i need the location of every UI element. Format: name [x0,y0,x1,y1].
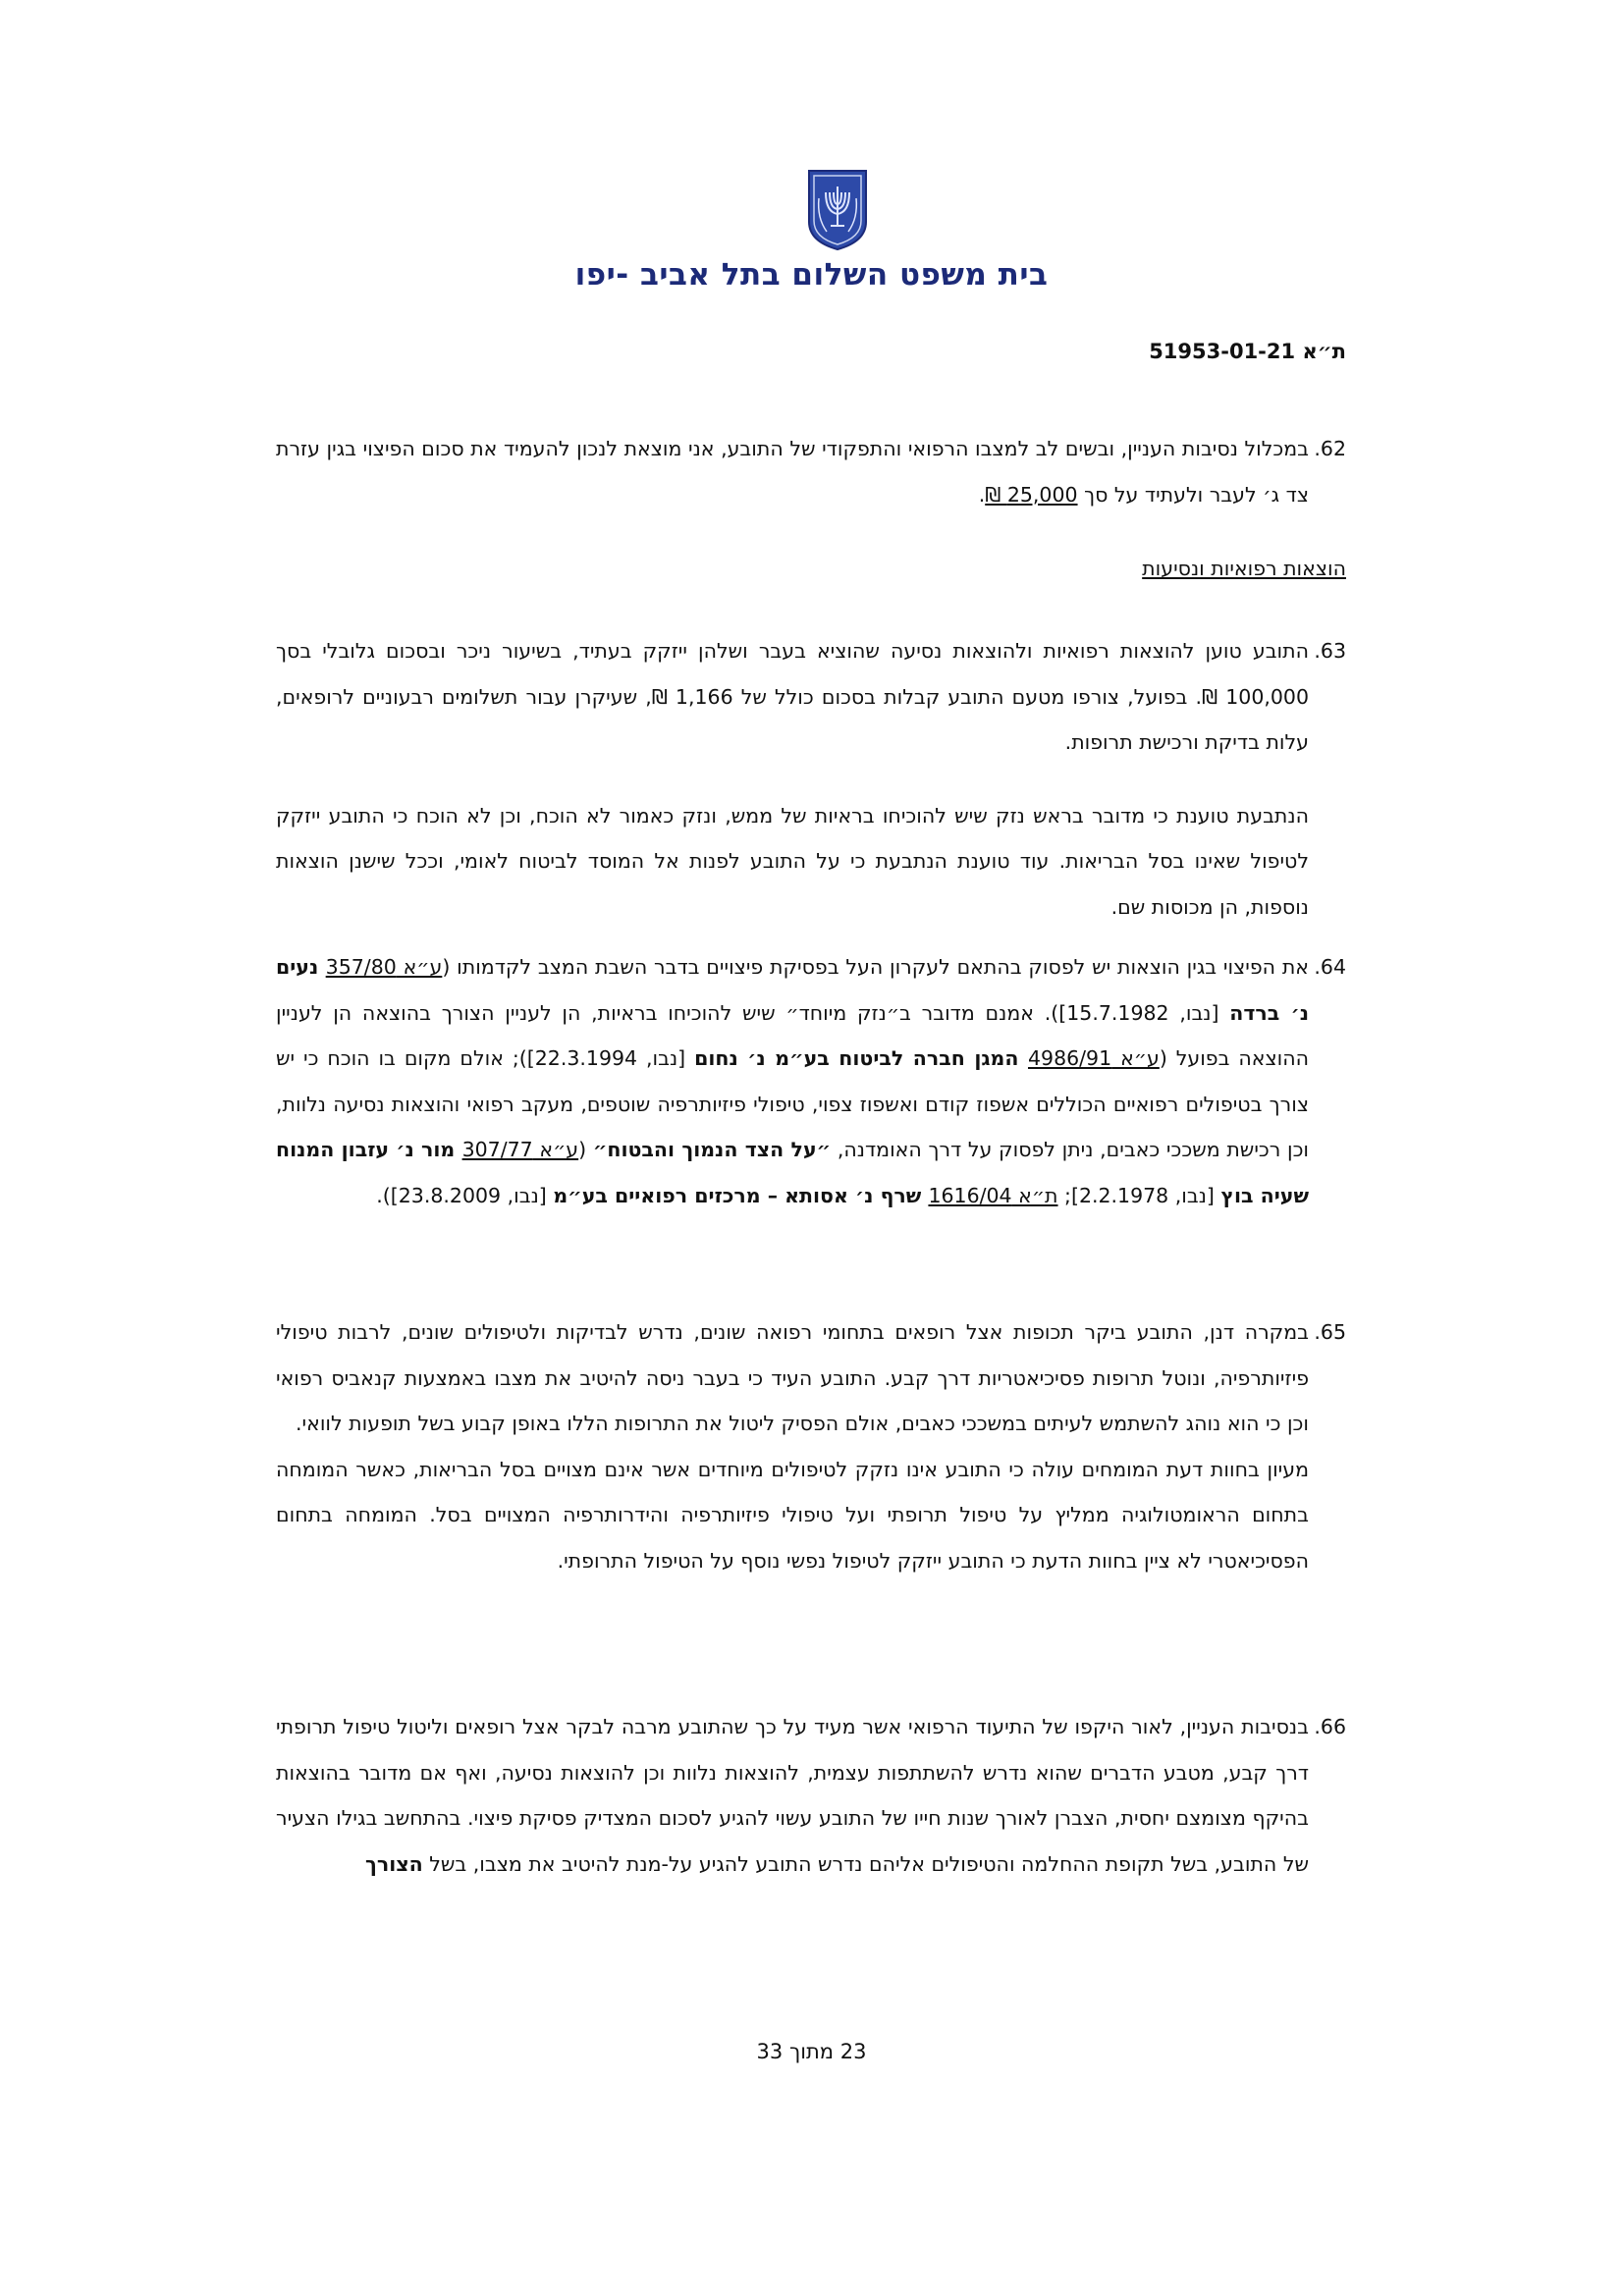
case-citation: ע״א 307/77 [461,1138,579,1161]
paragraph-text-continued: מעיון בחוות דעת המומחים עולה כי התובע אינו נזקק לטיפולים מיוחדים אשר אינם מצויים בסל הבריאות, כאשר המומחה בתחום הראומטולוגיה ממליץ על טיפול תרופתי ועל טיפולי פיזיותרפיה והידרותרפיה המצויים בסל. המומחה בתחום הפסיכיאטרי לא ציין בחוות הדעת כי התובע ייזקק לטיפול נפשי נוסף על הטיפול התרופתי. [276,1457,1309,1573]
page-number: 23 מתוך 33 [756,2040,867,2063]
paragraph-text [276,1704,1309,1887]
paragraph-66 [276,1704,1346,1887]
paragraph-text [276,944,1309,1218]
paragraph-65 [276,1309,1346,1583]
paragraph-number: 62. [1314,437,1346,460]
paragraph-63 [276,628,1346,930]
text-segment: בנסיבות העניין, לאור היקפו של התיעוד הרפואי אשר מעיד על כך שהתובע מרבה לבקר אצל רופאים וליטול טיפול תרופתי דרך קבע, מטבע הדברים שהוא נדרש להשתתפות עצמית, להוצאות נלוות וכן להוצאות נסיעה, ואף אם מדובר בהוצאות בהיקף מצומצם יחסית, הצברן לאורך שנות חייו של התובע עשוי להגיע לסכום המצדיק פסיקת פיצוי. בהתחשב בגילו הצעיר של התובע, בשל תקופת ההחלמה והטיפולים אליהם נדרש התובע להגיע על-מנת להיטיב את מצבו, בשל [276,1715,1309,1876]
case-citation: ת״א 1616/04 [928,1183,1058,1207]
case-name: מור נ׳ עזבון המנוח שעיה בוץ [276,1138,1309,1207]
text-segment: [נבו, 15.7.1982]). אמנם מדובר ב״נזק מיוחד״ שיש להוכיחו בראיות, הן לעניין הצורך בהוצאה הן לעניין ההוצאה בפועל ( [276,1000,1309,1070]
paragraph-text [276,426,1309,517]
paragraph-number: 64. [1314,955,1346,979]
paragraph-text: במקרה דנן, התובע ביקר תכופות אצל רופאים בתחומי רפואה שונים, נדרש לבדיקות ולטיפולים שונים, לרבות טיפולי פיזיותרפיה, ונוטל תרופות פסיכיאטריות דרך קבע. התובע העיד כי בעבר ניסה להיטיב את מצבו באמצעות קנאביס רפואי וכן כי הוא נוהג להשתמש לעיתים במשככי כאבים, אולם הפסיק ליטול את התרופות הללו באופן קבוע בשל תופעות לוואי. [276,1320,1309,1435]
compensation-amount: 25,000 ₪ [985,482,1078,507]
case-number: ת״א 51953-01-21 [1149,340,1346,363]
paragraph-64 [276,944,1346,1218]
section-heading-container [276,546,1346,592]
state-emblem-icon [805,169,870,251]
paragraph-62 [276,426,1346,517]
text-segment: במכלול נסיבות העניין, ובשים לב למצבו הרפואי והתפקודי של התובע, אני מוצאת לנכון להעמיד את סכום הפיצוי בגין עזרת צד ג׳ לעבר ולעתיד על סך [276,437,1309,507]
text-segment: [נבו, 22.3.1994]); אולם מקום בו הוכח כי יש צורך בטיפולים רפואיים הכוללים אשפוז קודם ואשפוז צפוי, טיפולי פיזיותרפיה שוטפים, מעקב רפואי והוצאות נסיעה נלוות, וכן רכישת משככי כאבים, ניתן לפסוק על דרך האומדנה, [276,1046,1310,1161]
quoted-phrase: ״על הצד הנמוך והבטוח״ [592,1138,832,1161]
case-citation: ע״א 4986/91 [1027,1046,1160,1070]
paragraph-text: התובע טוען להוצאות רפואיות ולהוצאות נסיעה שהוציא בעבר ושלהן ייזקק בעתיד, בשיעור ניכר ובסכום גלובלי בסך 100,000 ₪. בפועל, צורפו מטעם התובע קבלות בסכום כולל של 1,166 ₪, שעיקרן עבור תשלומים רבעוניים לרופאים, עלות בדיקת ורכישת תרופות. [276,639,1310,754]
paragraph-text-continued: הנתבעת טוענת כי מדובר בראש נזק שיש להוכיחו בראיות של ממש, ונזק כאמור לא הוכח, וכן לא הוכח כי התובע ייזקק לטיפול שאינו בסל הבריאות. עוד טוענת הנתבעת כי על התובע לפנות אל המוסד לביטוח לאומי, וככל שישנן הוצאות נוספות, הן מכוסות שם. [276,803,1309,919]
text-segment: את הפיצוי בגין הוצאות יש לפסוק בהתאם לעקרון העל בפסיקת פיצויים בדבר השבת המצב לקדמותו ( [442,955,1310,979]
case-name: נעים נ׳ ברדה [276,955,1310,1025]
court-title: בית משפט השלום בתל אביב -יפו [574,257,1049,293]
case-name: שרף נ׳ אסותא – מרכזים רפואיים בע״מ [553,1183,929,1207]
text-segment: [נבו, 2.2.1978]; [1057,1183,1221,1207]
case-name: המגן חברה לביטוח בע״מ נ׳ נחום [694,1046,1028,1070]
paragraph-number: 65. [1314,1320,1346,1344]
text-segment: ( [578,1138,593,1161]
text-segment: . [978,482,986,507]
case-citation: ע״א 357/80 [325,955,443,979]
paragraph-number: 66. [1314,1715,1346,1738]
section-heading: הוצאות רפואיות ונסיעות [1142,557,1346,580]
paragraph-number: 63. [1314,639,1346,663]
text-segment: [נבו, 23.8.2009]). [376,1183,554,1207]
bold-word: הצורך [365,1851,423,1876]
